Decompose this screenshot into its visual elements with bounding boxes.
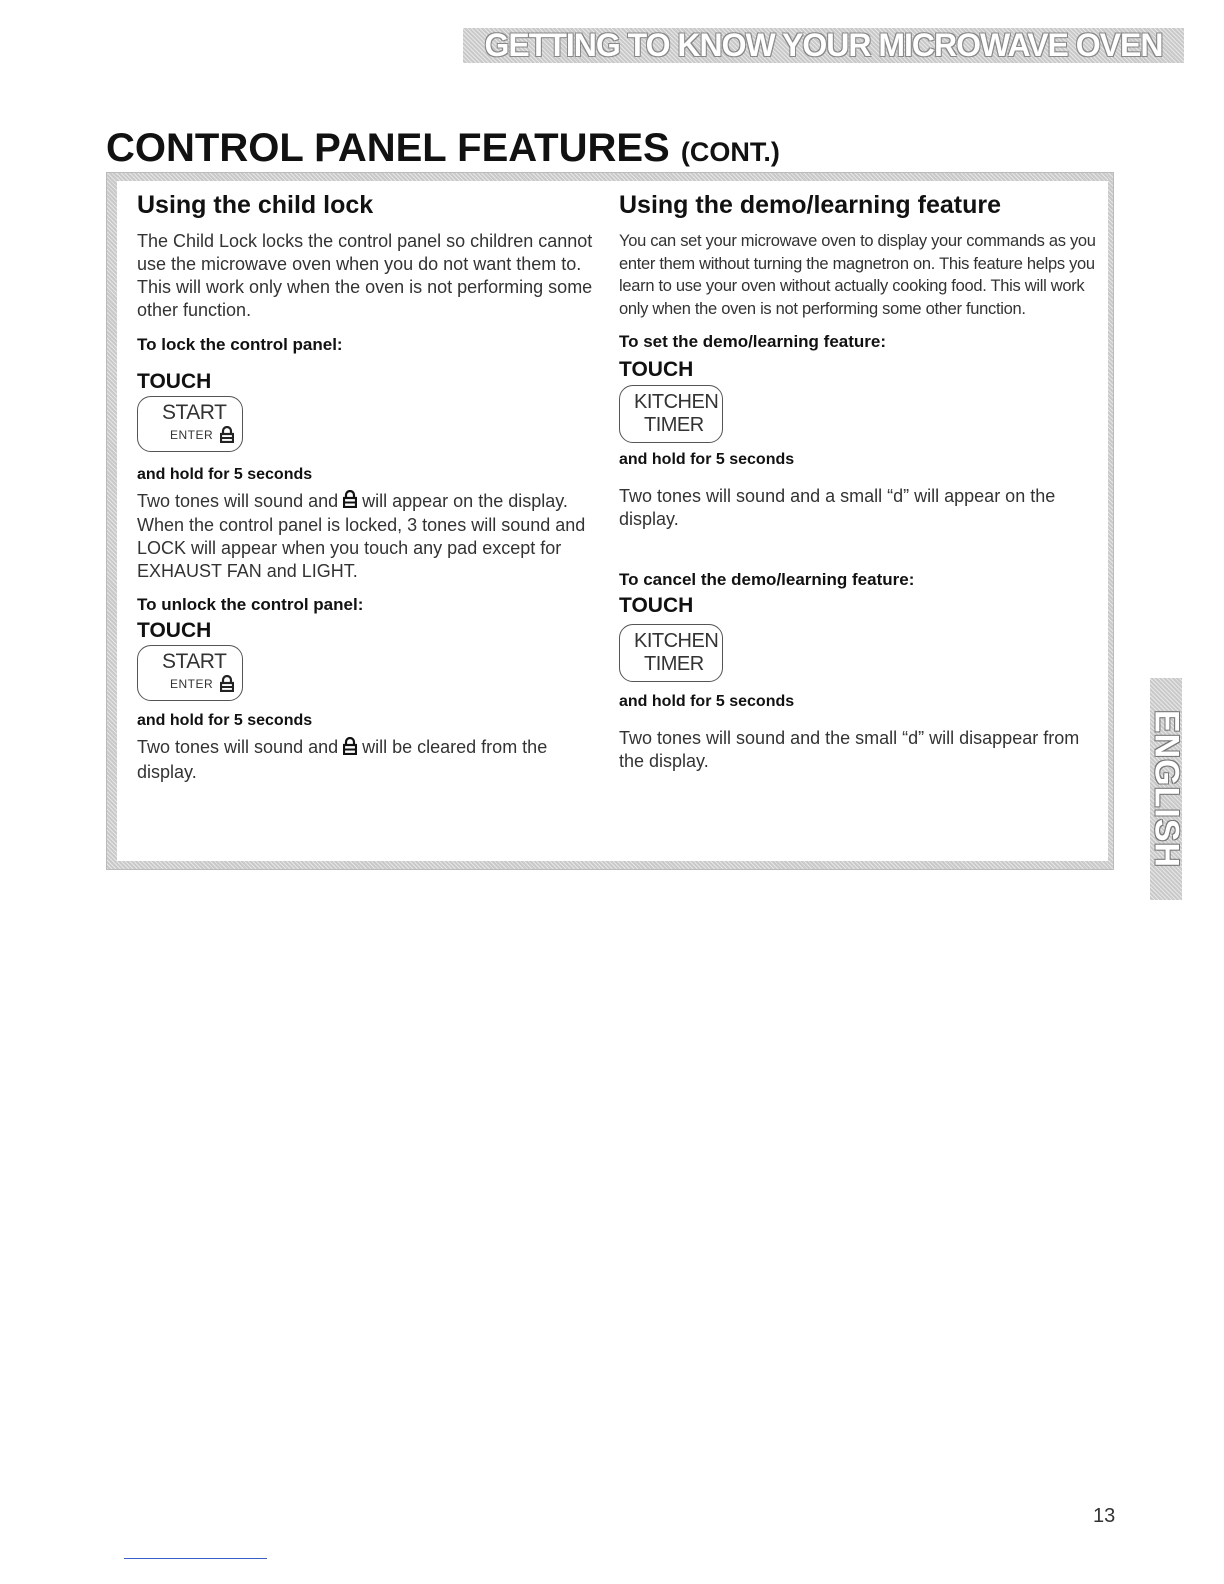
section-banner (463, 28, 1184, 63)
demo-set-hold-label: and hold for 5 seconds (619, 451, 795, 468)
lock-panel-heading: To lock the control panel: (137, 335, 343, 354)
kitchen-timer-key (619, 624, 723, 682)
child-lock-section (137, 191, 607, 784)
demo-cancel-result-text: Two tones will sound and the small “d” will disappear from the display. (619, 728, 1080, 771)
section-banner-text: GETTING TO KNOW YOUR MICROWAVE OVEN (484, 27, 1163, 63)
enter-key-label: ENTER (170, 677, 214, 692)
footer-rule (124, 1558, 267, 1559)
demo-section (619, 191, 1099, 773)
lock-icon (220, 675, 234, 697)
child-lock-intro: The Child Lock locks the control panel so children cannot use the microwave oven when you do not want them to. This will work only when the oven is not performing some other function. (137, 231, 593, 320)
frame-border-left (107, 173, 117, 869)
lock-touch-label: TOUCH (137, 370, 212, 393)
start-key-label: START (162, 650, 227, 674)
timer-key-label: TIMER (644, 653, 704, 675)
demo-intro: You can set your microwave oven to display your commands as you enter them without turning the magnetron on. This feature helps you learn to use your oven without actually cooking food. This will work only when the oven is not performing some other function. (619, 232, 1096, 318)
lock-icon (343, 490, 357, 514)
demo-set-touch-label: TOUCH (619, 358, 694, 381)
lock-icon (220, 426, 234, 448)
timer-key-label: TIMER (644, 414, 704, 436)
page-title-main: CONTROL PANEL FEATURES (106, 126, 681, 170)
unlock-result-text-b: will be cleared from the display. (137, 737, 548, 782)
unlock-touch-label: TOUCH (137, 619, 212, 643)
kitchen-key-label: KITCHEN (634, 630, 719, 652)
demo-heading: Using the demo/learning feature (619, 191, 1002, 219)
unlock-result-text (137, 736, 607, 783)
unlock-panel-heading: To unlock the control panel: (137, 595, 364, 615)
start-enter-key (137, 396, 243, 452)
unlock-result-text-a: Two tones will sound and (137, 737, 344, 758)
start-key-label: START (162, 401, 227, 424)
demo-set-heading: To set the demo/learning feature: (619, 332, 887, 351)
lock-result-text (137, 490, 607, 583)
frame-border-top (107, 173, 1113, 181)
demo-cancel-heading: To cancel the demo/learning feature: (619, 570, 915, 589)
demo-cancel-hold-label: and hold for 5 seconds (619, 693, 795, 710)
frame-border-bottom (107, 861, 1113, 869)
lock-result-text-b: will appear on the display. When the control panel is locked, 3 tones will sound and LOCK will appear when you touch any pad except for EXHAUST FAN and LIGHT. (137, 491, 586, 582)
page-number: 13 (1093, 1505, 1116, 1527)
kitchen-timer-key (619, 385, 723, 443)
frame-border-right (1108, 173, 1113, 869)
enter-key-label: ENTER (170, 428, 214, 442)
start-enter-key (137, 645, 243, 701)
lock-result-text-a: Two tones will sound and (137, 491, 344, 511)
lock-hold-label: and hold for 5 seconds (137, 466, 313, 483)
child-lock-heading: Using the child lock (137, 191, 374, 219)
kitchen-key-label: KITCHEN (634, 391, 719, 413)
demo-set-result-text: Two tones will sound and a small “d” will appear on the display. (619, 486, 1056, 529)
unlock-hold-label: and hold for 5 seconds (137, 712, 313, 730)
lock-icon (343, 737, 357, 761)
page-title-suffix: (CONT.) (680, 137, 780, 167)
content-frame (106, 172, 1114, 870)
language-tab-label: ENGLISH (1147, 709, 1186, 869)
demo-cancel-touch-label: TOUCH (619, 594, 694, 617)
page-title (106, 126, 780, 171)
